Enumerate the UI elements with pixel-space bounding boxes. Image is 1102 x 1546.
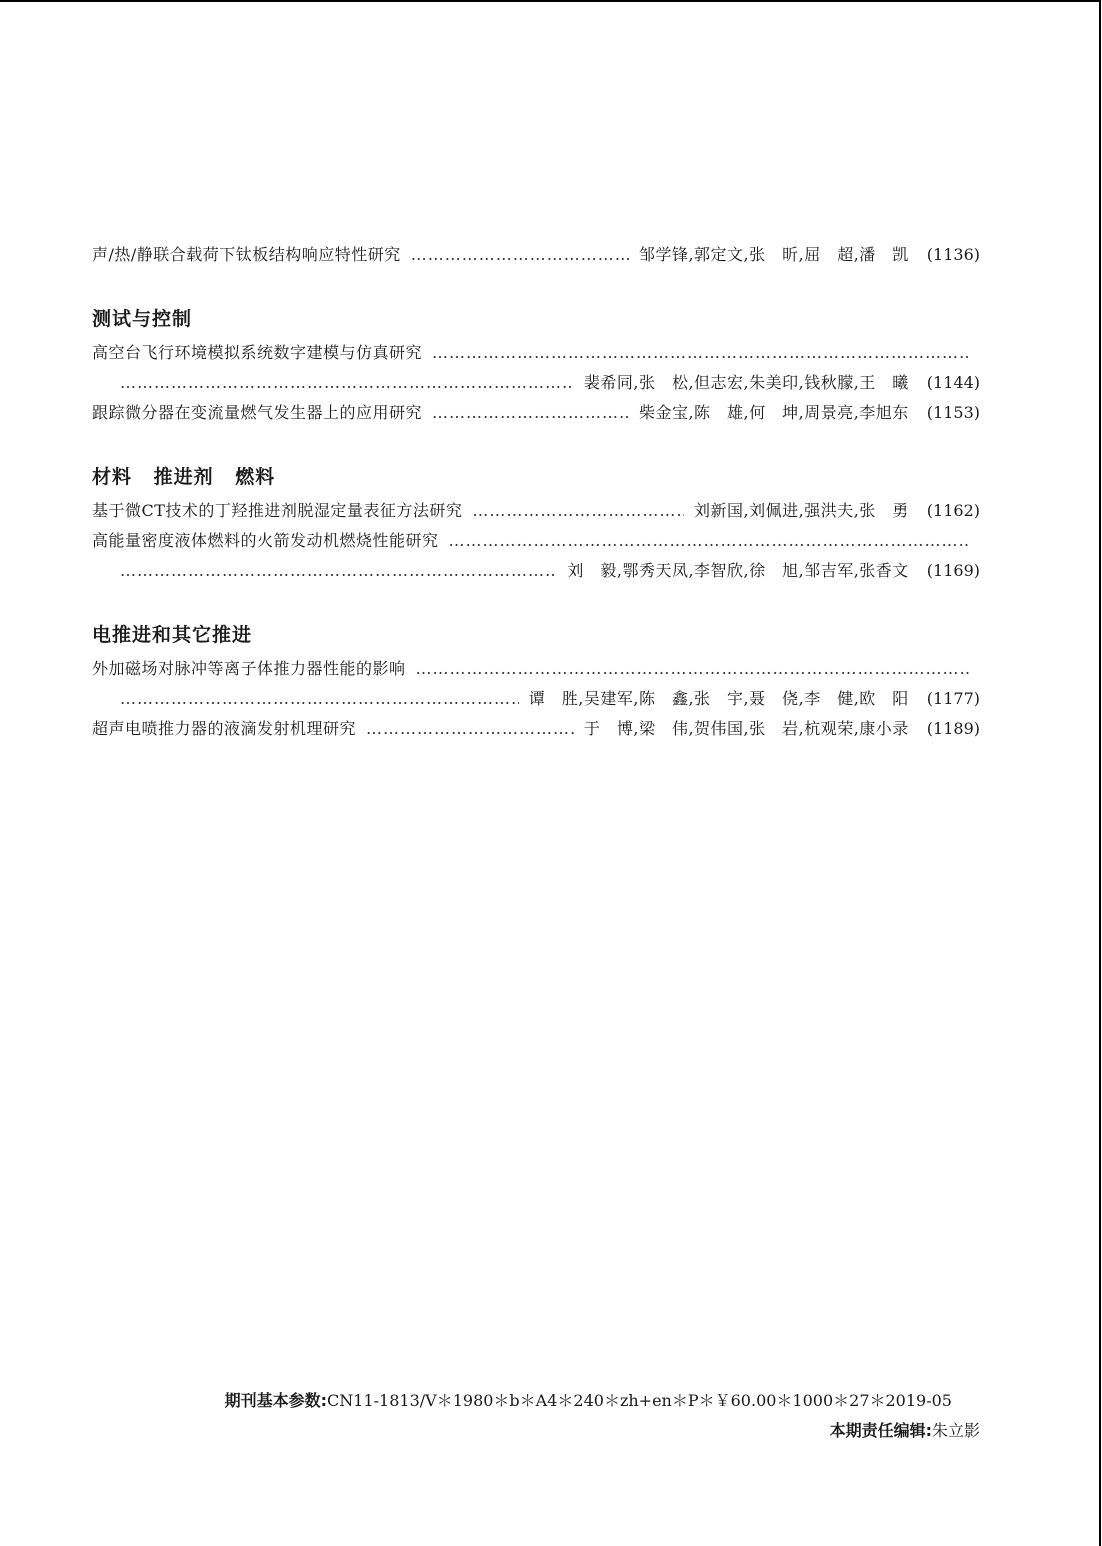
dot-leader [411, 240, 629, 270]
page-border-top [0, 0, 1100, 2]
dot-leader [120, 368, 574, 398]
entry-page: (1189) [926, 719, 980, 738]
section-heading: 测试与控制 [92, 308, 193, 330]
journal-parameters [225, 1388, 952, 1411]
entry-title: 基于微CT技术的丁羟推进剂脱湿定量表征方法研究 [92, 501, 463, 520]
entry-authors: 裴希同,张 松,但志宏,朱美印,钱秋朦,王 曦 [583, 373, 909, 392]
dot-leader [120, 556, 557, 586]
entry-page: (1136) [926, 245, 980, 264]
entry-page: (1177) [926, 689, 980, 708]
editor-label: 本期责任编辑: [829, 1421, 932, 1440]
entry-page: (1144) [926, 373, 980, 392]
dot-leader [472, 496, 684, 526]
entry-authors: 刘 毅,鄂秀天凤,李智欣,徐 旭,邹吉军,张香文 [567, 561, 909, 580]
entry-title: 超声电喷推力器的液滴发射机理研究 [92, 719, 357, 738]
entry-title: 高空台飞行环境模拟系统数字建模与仿真研究 [92, 343, 423, 362]
dot-leader [432, 398, 629, 428]
entry-authors: 于 博,梁 伟,贺伟国,张 岩,杭观荣,康小录 [583, 719, 909, 738]
toc-entry[interactable] [92, 398, 980, 428]
issue-editor [830, 1418, 980, 1441]
params-label: 期刊基本参数: [224, 1391, 328, 1410]
entry-authors: 刘新国,刘佩进,强洪夫,张 勇 [694, 501, 909, 520]
entry-authors: 柴金宝,陈 雄,何 坤,周景亮,李旭东 [638, 403, 909, 422]
toc-entry[interactable] [92, 338, 980, 398]
entry-page: (1153) [926, 403, 980, 422]
dot-leader [416, 654, 970, 684]
page-border-right [1099, 0, 1101, 1546]
entry-title: 跟踪微分器在变流量燃气发生器上的应用研究 [92, 403, 423, 422]
entry-title: 外加磁场对脉冲等离子体推力器性能的影响 [92, 659, 406, 678]
entry-title: 高能量密度液体燃料的火箭发动机燃烧性能研究 [92, 531, 439, 550]
params-value: CN11-1813/V＊1980＊b＊A4＊240＊zh+en＊P＊￥60.00＊1000＊27＊2019-05 [327, 1391, 952, 1410]
entry-authors: 谭 胜,吴建军,陈 鑫,张 宇,聂 侥,李 健,欧 阳 [528, 689, 909, 708]
dot-leader [449, 526, 970, 556]
toc-entry[interactable] [92, 240, 980, 270]
toc-entry[interactable] [92, 526, 980, 586]
dot-leader [366, 714, 574, 744]
entry-page: (1162) [926, 501, 980, 520]
toc-content [92, 240, 980, 744]
section-heading: 电推进和其它推进 [92, 624, 253, 646]
editor-value: 朱立影 [931, 1421, 980, 1440]
entry-page: (1169) [926, 561, 980, 580]
toc-entry[interactable] [92, 714, 980, 744]
entry-authors: 邹学锋,郭定文,张 昕,屈 超,潘 凯 [638, 245, 909, 264]
toc-entry[interactable] [92, 654, 980, 714]
section-heading: 材料 推进剂 燃料 [92, 466, 276, 488]
entry-title: 声/热/静联合载荷下钛板结构响应特性研究 [92, 245, 401, 264]
dot-leader [432, 338, 970, 368]
dot-leader [120, 684, 519, 714]
toc-entry[interactable] [92, 496, 980, 526]
